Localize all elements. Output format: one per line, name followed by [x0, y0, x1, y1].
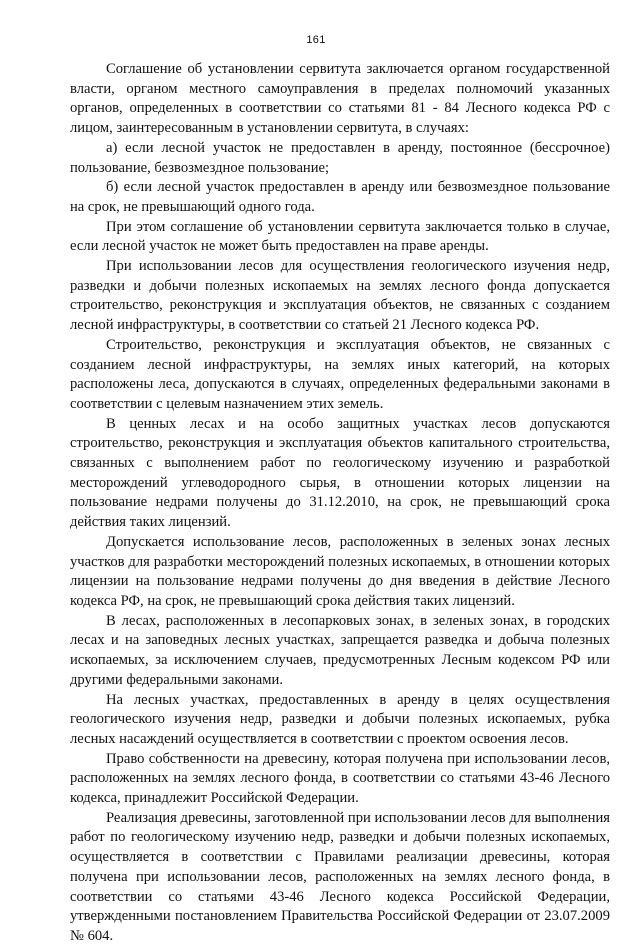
- paragraph-forest-park-zones: В лесах, расположенных в лесопарковых зонах, в зеленых зонах, в городских лесах и на заповедных лесных участках, запрещается разведка и добыча полезных ископаемых, за исключением случаев, предусмотренных Лесным кодексом РФ или другими федеральными законами.: [70, 612, 610, 688]
- paragraph-timber-ownership: Право собственности на древесину, которая получена при использовании лесов, расположенных на землях лесного фонда, в соответствии со статьями 43-46 Лесного кодекса, принадлежит Российской Федерации.: [70, 750, 610, 807]
- paragraph-other-categories: Строительство, реконструкция и эксплуатация объектов, не связанных с созданием лесной инфраструктуры, на землях иных категорий, на которых расположены леса, допускаются в случаях, определенных федеральными законами в соответствии с целевым назначением этих земель.: [70, 336, 610, 412]
- page-number: 161: [306, 34, 326, 46]
- paragraph-valuable-forests: В ценных лесах и на особо защитных участках лесов допускаются строительство, реконструкция и эксплуатация объектов капитального строительства, связанных с выполнением работ по геологическому изучению и разработкой месторождений углеводородного сырья, в отношении которых лицензии на пользование недрами получены до 31.12.2010, на срок, не превышающий срока действия таких лицензий.: [70, 415, 610, 531]
- paragraph-case-b: б) если лесной участок предоставлен в аренду или безвозмездное пользование на срок, не превышающий одного года.: [70, 179, 610, 215]
- paragraph-geological-construction: При использовании лесов для осуществления геологического изучения недр, разведки и добычи полезных ископаемых на землях лесного фонда допускается строительство, реконструкция и эксплуатация объектов, не связанных с созданием лесной инфраструктуры, в соответствии со статьей 21 Лесного кодекса РФ.: [70, 258, 610, 334]
- paragraph-lease-condition: При этом соглашение об установлении сервитута заключается только в случае, если лесной участок не может быть предоставлен на праве аренды.: [70, 218, 610, 255]
- paragraph-timber-sale: Реализация древесины, заготовленной при использовании лесов для выполнения работ по геологическому изучению недр, разведки и добычи полезных ископаемых, осуществляется в соответствии с Правилами реализации древесины, которая получена при использовании лесов, расположенных на землях лесного фонда, в соответствии со статьями 43-46 Лесного кодекса Российской Федерации, утвержденными постановлением Правительства Российской Федерации от 23.07.2009 № 604.: [70, 809, 610, 944]
- document-body: [70, 60, 610, 947]
- paragraph-leased-plots: На лесных участках, предоставленных в аренду в целях осуществления геологического изучения недр, разведки и добычи полезных ископаемых, рубка лесных насаждений осуществляется в соответствии с проектом освоения лесов.: [70, 691, 610, 747]
- paragraph-servitude-agreement: Соглашение об установлении сервитута заключается органом государственной власти, органом местного самоуправления в пределах полномочий указанных органов, определенных в соответствии со статьями 81 - 84 Лесного кодекса РФ с лицом, заинтересованным в установлении сервитута, в случаях:: [70, 61, 610, 137]
- paragraph-green-zones: Допускается использование лесов, расположенных в зеленых зонах лесных участков для разработки месторождений полезных ископаемых, в отношении которых лицензии на пользование недрами получены до дня введения в действие Лесного кодекса РФ, на срок, не превышающий срока действия таких лицензий.: [70, 533, 610, 609]
- paragraph-case-a: а) если лесной участок не предоставлен в аренду, постоянное (бессрочное) пользование, безвозмездное пользование;: [70, 139, 610, 176]
